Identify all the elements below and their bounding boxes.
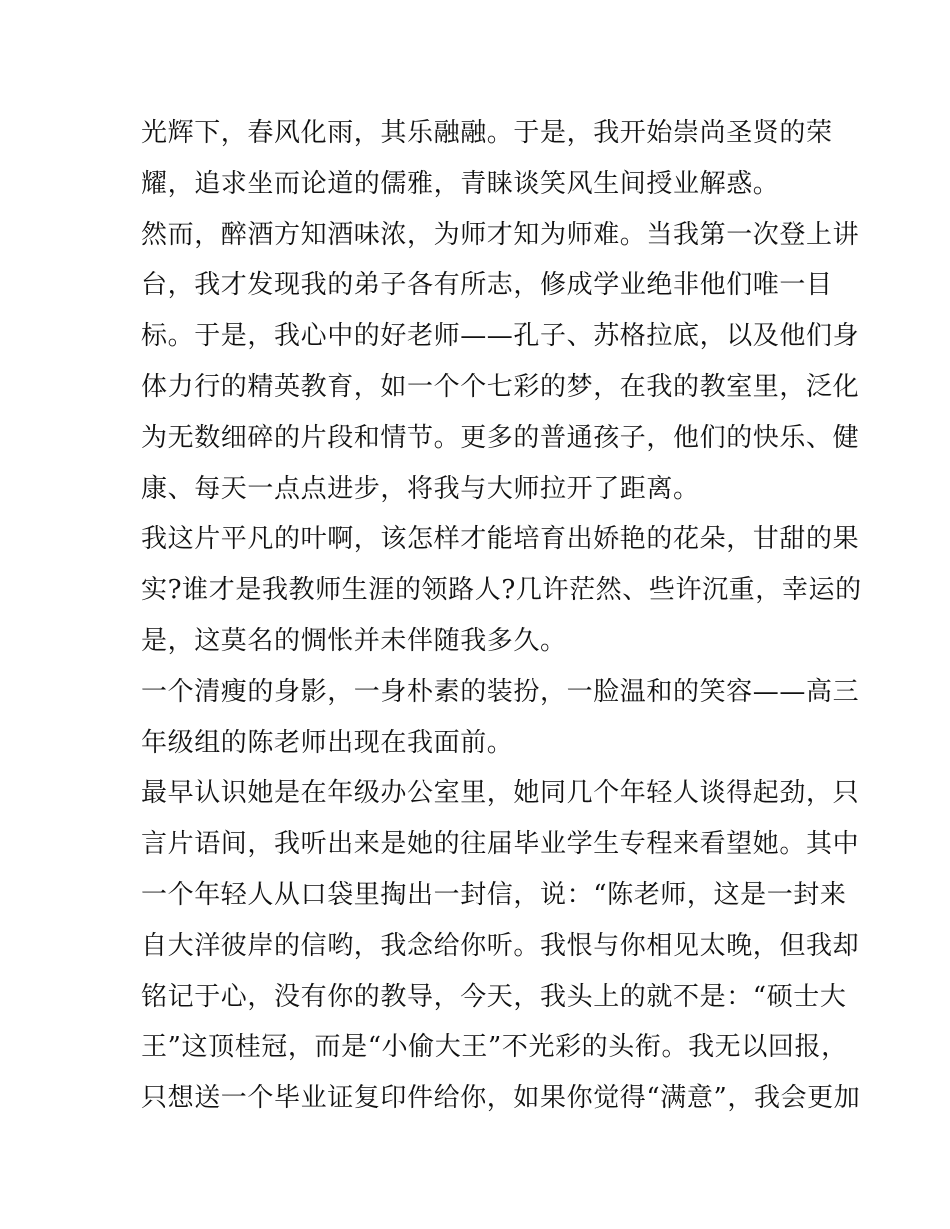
text-line: 王”这顶桂冠，而是“小偷大王”不光彩的头衔。我无以回报，: [141, 1032, 848, 1063]
text-line: 一个年轻人从口袋里掏出一封信，说：“陈老师，这是一封来: [141, 879, 847, 910]
text-line: 标。于是，我心中的好老师——孔子、苏格拉底，以及他们身: [141, 321, 860, 352]
text-line: 为无数细碎的片段和情节。更多的普通孩子，他们的快乐、健: [141, 422, 860, 453]
text-line: 自大洋彼岸的信哟，我念给你听。我恨与你相见太晚，但我却: [141, 930, 860, 961]
text-line: 年级组的陈老师出现在我面前。: [141, 727, 514, 758]
body-text: [141, 108, 862, 1124]
text-line: 台，我才发现我的弟子各有所志，修成学业绝非他们唯一目: [141, 270, 833, 301]
text-line: 一个清瘦的身影，一身朴素的装扮，一脸温和的笑容——高三: [141, 676, 860, 707]
text-line: 光辉下，春风化雨，其乐融融。于是，我开始崇尚圣贤的荣: [141, 118, 833, 148]
text-line: 实?谁才是我教师生涯的领路人?几许茫然、些许沉重，幸运的: [141, 575, 862, 606]
text-line: 最早认识她是在年级办公室里，她同几个年轻人谈得起劲，只: [141, 778, 860, 809]
text-line: 言片语间，我听出来是她的往届毕业学生专程来看望她。其中: [141, 829, 860, 860]
text-line: 是，这莫名的惆怅并未伴随我多久。: [141, 625, 567, 656]
text-line: 然而，醉酒方知酒味浓，为师才知为师难。当我第一次登上讲: [141, 219, 860, 250]
text-line: 只想送一个毕业证复印件给你，如果你觉得“满意”，我会更加: [141, 1083, 861, 1114]
text-line: 康、每天一点点进步，将我与大师拉开了距离。: [141, 473, 700, 504]
text-line: 铭记于心，没有你的教导，今天，我头上的就不是：“硕士大: [141, 981, 847, 1012]
text-line: 我这片平凡的叶啊，该怎样才能培育出娇艳的花朵，甘甜的果: [141, 524, 860, 555]
text-line: 耀，追求坐而论道的儒雅，青睐谈笑风生间授业解惑。: [141, 168, 780, 199]
text-line: 体力行的精英教育，如一个个七彩的梦，在我的教室里，泛化: [141, 371, 860, 402]
